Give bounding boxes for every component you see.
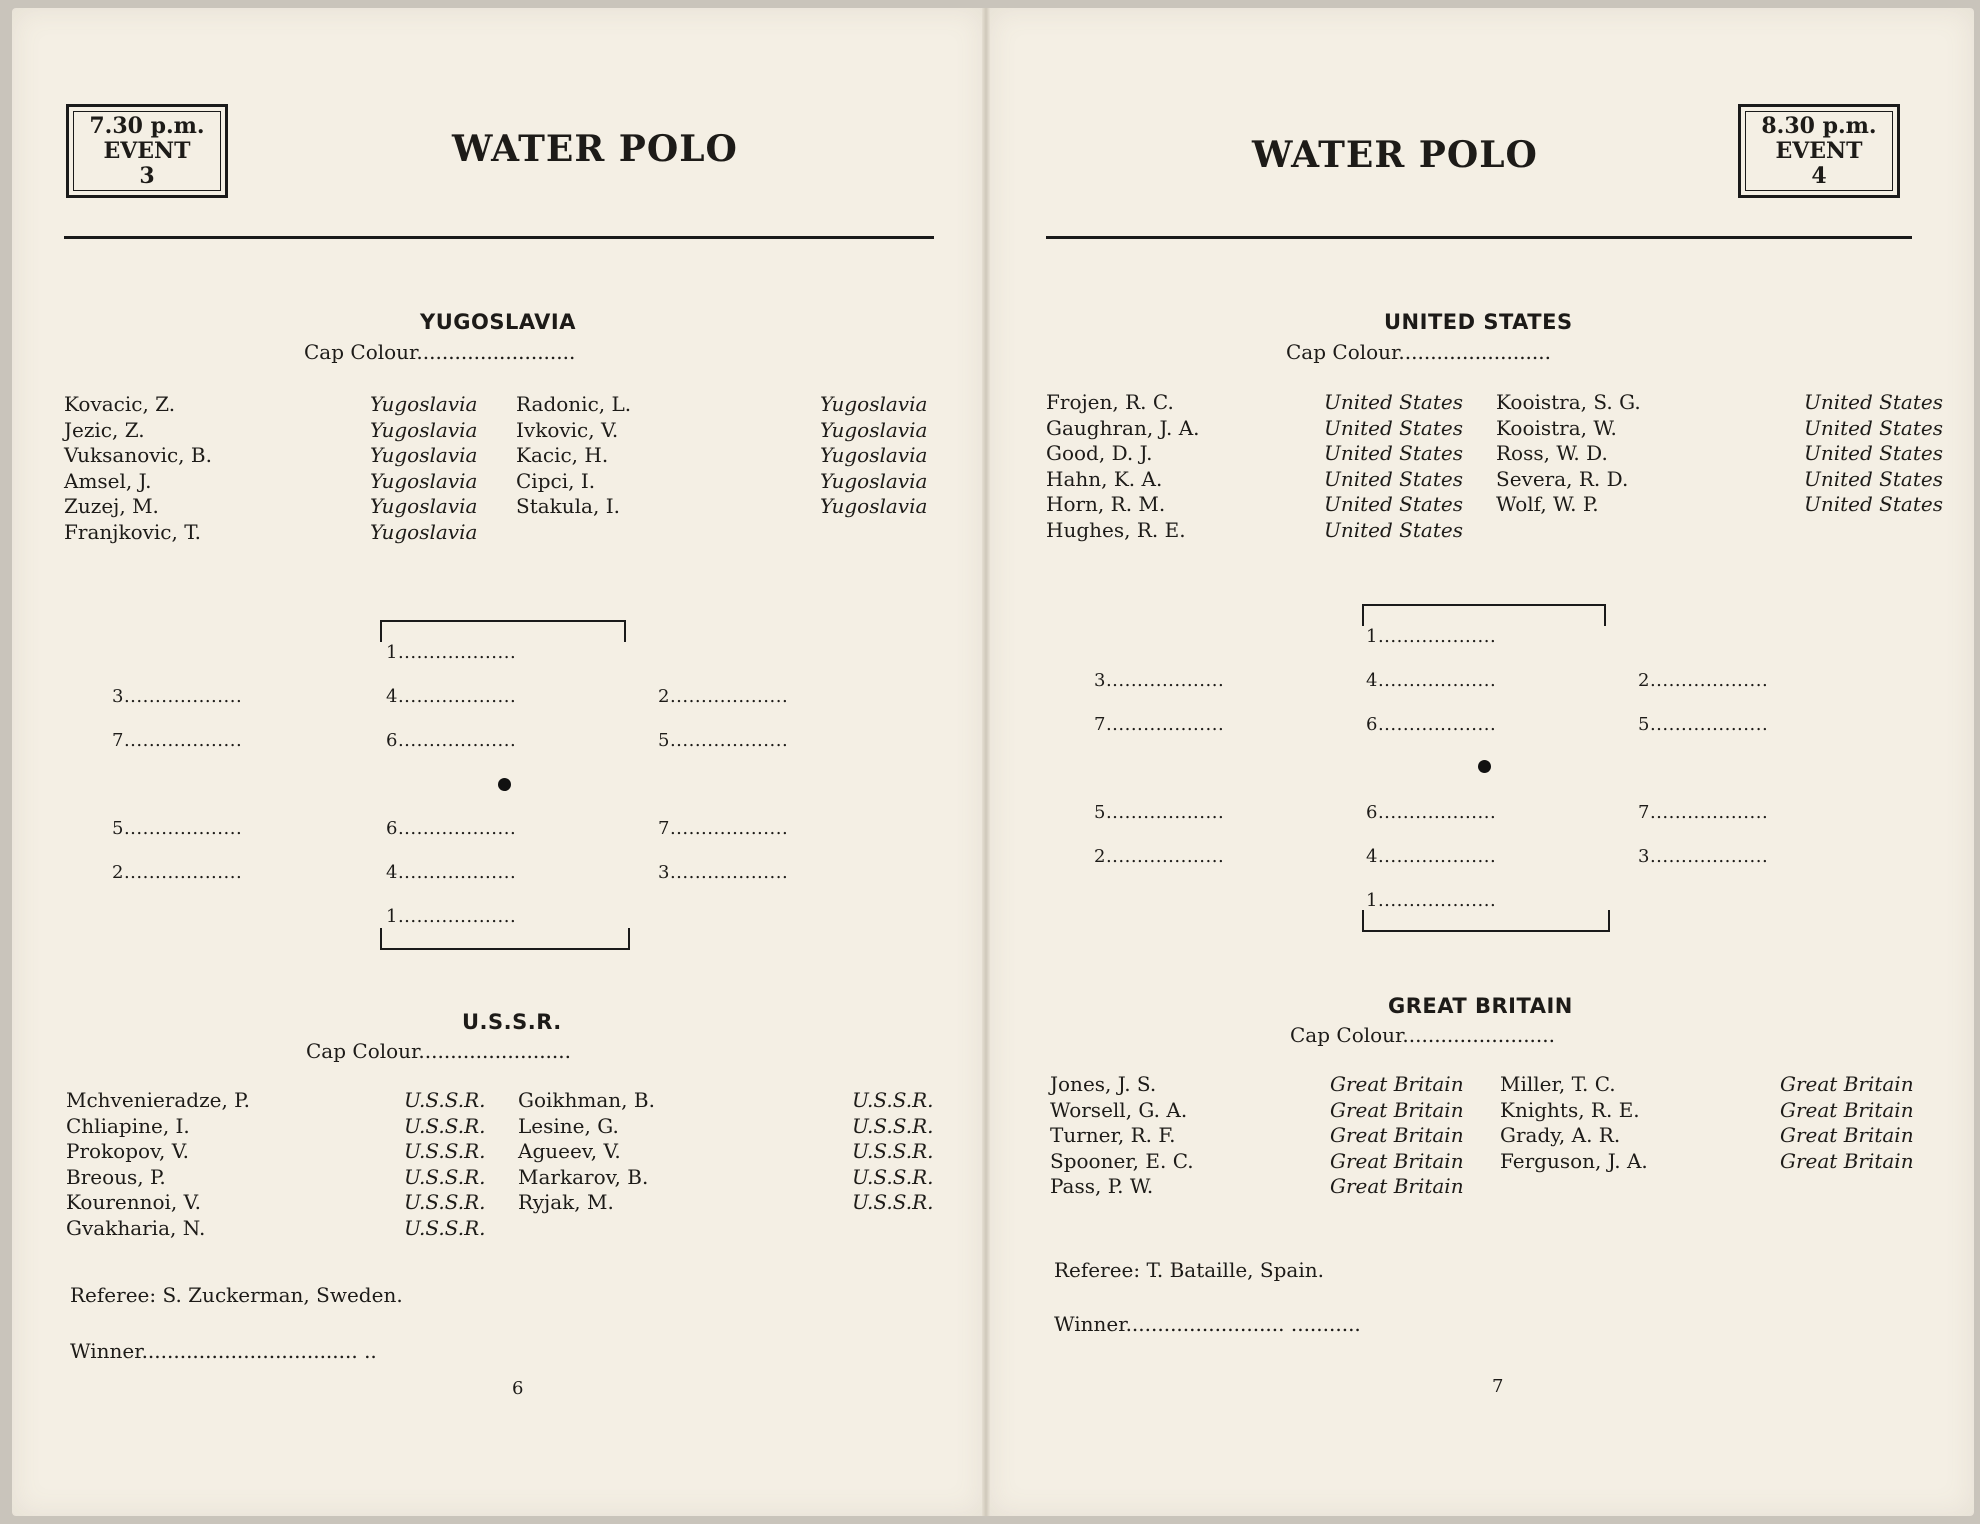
player-nation: Yugoslavia bbox=[370, 468, 478, 493]
slot-row3-center: 6................... bbox=[1366, 802, 1497, 823]
player-name: Spooner, E. C. bbox=[1050, 1148, 1194, 1173]
player-nation: U.S.S.R. bbox=[852, 1113, 934, 1138]
player-nation: Yugoslavia bbox=[820, 494, 928, 519]
player-nation: Great Britain bbox=[1330, 1174, 1464, 1199]
page-number-left: 6 bbox=[512, 1378, 524, 1399]
player-nation: Great Britain bbox=[1780, 1097, 1914, 1122]
slot-row1-right: 2................... bbox=[1638, 670, 1769, 691]
player-name: Kovacic, Z. bbox=[64, 392, 176, 416]
player-name: Knights, R. E. bbox=[1500, 1097, 1640, 1122]
slot-row1-right: 2................... bbox=[658, 686, 789, 707]
player-nation: Great Britain bbox=[1330, 1097, 1464, 1122]
cap-colour-line: Cap Colour........................ bbox=[1290, 1023, 1555, 1047]
player-name: Breous, P. bbox=[66, 1164, 166, 1189]
player-name: Hughes, R. E. bbox=[1046, 518, 1186, 542]
team-name-yugoslavia: YUGOSLAVIA bbox=[420, 310, 576, 334]
player-nation: Yugoslavia bbox=[820, 417, 928, 442]
player-nation: Yugoslavia bbox=[820, 392, 928, 416]
player-nation: Yugoslavia bbox=[370, 417, 478, 442]
event-time: 8.30 p.m. bbox=[1761, 113, 1877, 139]
player-nation: United States bbox=[1324, 518, 1463, 542]
player-name: Ross, W. D. bbox=[1496, 441, 1608, 466]
player-name: Severa, R. D. bbox=[1496, 466, 1629, 491]
slot-row1-center: 4................... bbox=[386, 686, 517, 707]
player-nation: U.S.S.R. bbox=[852, 1139, 934, 1164]
player-nation: U.S.S.R. bbox=[404, 1216, 486, 1240]
player-nation: Yugoslavia bbox=[370, 443, 478, 468]
slot-row3-left: 5................... bbox=[1094, 802, 1225, 823]
player-nation: U.S.S.R. bbox=[404, 1190, 486, 1215]
player-name: Grady, A. R. bbox=[1500, 1123, 1621, 1148]
slot-row2-right: 5................... bbox=[658, 730, 789, 751]
event-number: 3 bbox=[139, 163, 155, 189]
header-rule-right bbox=[1046, 236, 1912, 239]
player-nation: United States bbox=[1804, 492, 1943, 517]
slot-row4-left: 2................... bbox=[112, 862, 243, 883]
slot-row4-center: 4................... bbox=[1366, 846, 1497, 867]
player-nation: United States bbox=[1324, 415, 1463, 440]
player-name: Frojen, R. C. bbox=[1046, 390, 1174, 414]
slot-goalkeeper-bottom: 1................... bbox=[386, 906, 517, 927]
slot-row4-center: 4................... bbox=[386, 862, 517, 883]
player-nation: Great Britain bbox=[1780, 1123, 1914, 1148]
player-nation: United States bbox=[1324, 466, 1463, 491]
player-nation: United States bbox=[1804, 466, 1943, 491]
team-name-great-britain: GREAT BRITAIN bbox=[1388, 994, 1573, 1018]
player-nation: U.S.S.R. bbox=[404, 1088, 486, 1112]
slot-goalkeeper-top: 1................... bbox=[386, 642, 517, 663]
cap-colour-line: Cap Colour......................... bbox=[304, 340, 576, 364]
player-name: Agueev, V. bbox=[518, 1139, 621, 1164]
slot-row3-right: 7................... bbox=[1638, 802, 1769, 823]
player-name: Zuzej, M. bbox=[64, 494, 159, 519]
player-nation: United States bbox=[1324, 441, 1463, 466]
player-name: Radonic, L. bbox=[516, 392, 632, 416]
player-nation: Great Britain bbox=[1330, 1123, 1464, 1148]
player-name: Kooistra, W. bbox=[1496, 415, 1617, 440]
player-nation: Great Britain bbox=[1330, 1148, 1464, 1173]
player-nation: Yugoslavia bbox=[820, 443, 928, 468]
slot-row1-left: 3................... bbox=[1094, 670, 1225, 691]
player-name: Worsell, G. A. bbox=[1050, 1097, 1188, 1122]
player-name: Cipci, I. bbox=[516, 468, 596, 493]
player-nation: Yugoslavia bbox=[370, 520, 478, 544]
player-name: Ferguson, J. A. bbox=[1500, 1148, 1648, 1173]
ball-dot bbox=[498, 778, 511, 791]
goal-bottom-right bbox=[1362, 910, 1610, 932]
player-name: Mchvenieradze, P. bbox=[66, 1088, 250, 1112]
slot-goalkeeper-bottom: 1................... bbox=[1366, 890, 1497, 911]
player-nation: United States bbox=[1324, 390, 1463, 414]
player-nation: Yugoslavia bbox=[820, 468, 928, 493]
slot-row2-center: 6................... bbox=[386, 730, 517, 751]
player-name: Gaughran, J. A. bbox=[1046, 415, 1200, 440]
player-name: Miller, T. C. bbox=[1500, 1072, 1616, 1096]
event-label: EVENT bbox=[1775, 138, 1863, 164]
player-name: Amsel, J. bbox=[64, 468, 152, 493]
player-name: Franjkovic, T. bbox=[64, 520, 201, 544]
player-name: Horn, R. M. bbox=[1046, 492, 1166, 517]
slot-row2-right: 5................... bbox=[1638, 714, 1769, 735]
ball-dot bbox=[1478, 760, 1491, 773]
goal-top-right bbox=[1362, 604, 1606, 626]
slot-row2-left: 7................... bbox=[112, 730, 243, 751]
player-nation: United States bbox=[1804, 390, 1943, 414]
slot-row4-left: 2................... bbox=[1094, 846, 1225, 867]
player-name: Good, D. J. bbox=[1046, 441, 1153, 466]
player-nation: Great Britain bbox=[1780, 1072, 1914, 1096]
player-name: Jezic, Z. bbox=[64, 417, 145, 442]
player-name: Kacic, H. bbox=[516, 443, 609, 468]
player-name: Jones, J. S. bbox=[1050, 1072, 1157, 1096]
player-name: Gvakharia, N. bbox=[66, 1216, 206, 1240]
team-name-united-states: UNITED STATES bbox=[1384, 310, 1573, 334]
player-nation: Yugoslavia bbox=[370, 494, 478, 519]
player-nation: U.S.S.R. bbox=[852, 1088, 934, 1112]
player-name: Lesine, G. bbox=[518, 1113, 619, 1138]
player-name: Turner, R. F. bbox=[1050, 1123, 1176, 1148]
goal-top-left bbox=[380, 620, 626, 642]
player-name: Chliapine, I. bbox=[66, 1113, 190, 1138]
slot-row2-center: 6................... bbox=[1366, 714, 1497, 735]
team-name-ussr: U.S.S.R. bbox=[462, 1010, 562, 1034]
slot-row4-right: 3................... bbox=[1638, 846, 1769, 867]
player-nation: United States bbox=[1804, 441, 1943, 466]
event-time: 7.30 p.m. bbox=[89, 113, 205, 139]
player-name: Kourennoi, V. bbox=[66, 1190, 201, 1215]
player-name: Markarov, B. bbox=[518, 1164, 649, 1189]
player-nation: U.S.S.R. bbox=[852, 1190, 934, 1215]
slot-row3-center: 6................... bbox=[386, 818, 517, 839]
book-gutter bbox=[982, 8, 990, 1516]
winner-line-left: Winner.................................. .. bbox=[70, 1339, 377, 1363]
player-nation: U.S.S.R. bbox=[852, 1164, 934, 1189]
player-nation: United States bbox=[1324, 492, 1463, 517]
page-number-right: 7 bbox=[1492, 1376, 1504, 1397]
player-name: Ivkovic, V. bbox=[516, 417, 619, 442]
slot-row3-right: 7................... bbox=[658, 818, 789, 839]
event-box-right bbox=[1738, 104, 1900, 198]
page-title-right: WATER POLO bbox=[1252, 134, 1538, 176]
player-name: Stakula, I. bbox=[516, 494, 620, 519]
event-label: EVENT bbox=[103, 138, 191, 164]
slot-row2-left: 7................... bbox=[1094, 714, 1225, 735]
goal-bottom-left bbox=[380, 928, 630, 950]
player-name: Hahn, K. A. bbox=[1046, 466, 1163, 491]
player-name: Goikhman, B. bbox=[518, 1088, 655, 1112]
player-name: Kooistra, S. G. bbox=[1496, 390, 1641, 414]
referee-right: Referee: T. Bataille, Spain. bbox=[1054, 1258, 1324, 1282]
player-name: Prokopov, V. bbox=[66, 1139, 190, 1164]
referee-left: Referee: S. Zuckerman, Sweden. bbox=[70, 1283, 403, 1307]
player-nation: Great Britain bbox=[1330, 1072, 1464, 1096]
player-name: Pass, P. W. bbox=[1050, 1174, 1154, 1199]
slot-row4-right: 3................... bbox=[658, 862, 789, 883]
slot-row1-left: 3................... bbox=[112, 686, 243, 707]
player-nation: Yugoslavia bbox=[370, 392, 478, 416]
slot-row3-left: 5................... bbox=[112, 818, 243, 839]
player-nation: U.S.S.R. bbox=[404, 1139, 486, 1164]
page-title-left: WATER POLO bbox=[452, 128, 738, 170]
player-name: Vuksanovic, B. bbox=[64, 443, 212, 468]
event-number: 4 bbox=[1811, 163, 1827, 189]
player-nation: Great Britain bbox=[1780, 1148, 1914, 1173]
cap-colour-line: Cap Colour........................ bbox=[1286, 340, 1551, 364]
player-name: Ryjak, M. bbox=[518, 1190, 614, 1215]
winner-line-right: Winner......................... ........... bbox=[1054, 1312, 1361, 1336]
header-rule-left bbox=[64, 236, 934, 239]
slot-row1-center: 4................... bbox=[1366, 670, 1497, 691]
player-nation: U.S.S.R. bbox=[404, 1164, 486, 1189]
slot-goalkeeper-top: 1................... bbox=[1366, 626, 1497, 647]
player-nation: U.S.S.R. bbox=[404, 1113, 486, 1138]
player-nation: United States bbox=[1804, 415, 1943, 440]
player-name: Wolf, W. P. bbox=[1496, 492, 1599, 517]
cap-colour-line: Cap Colour........................ bbox=[306, 1039, 571, 1063]
event-box-left bbox=[66, 104, 228, 198]
